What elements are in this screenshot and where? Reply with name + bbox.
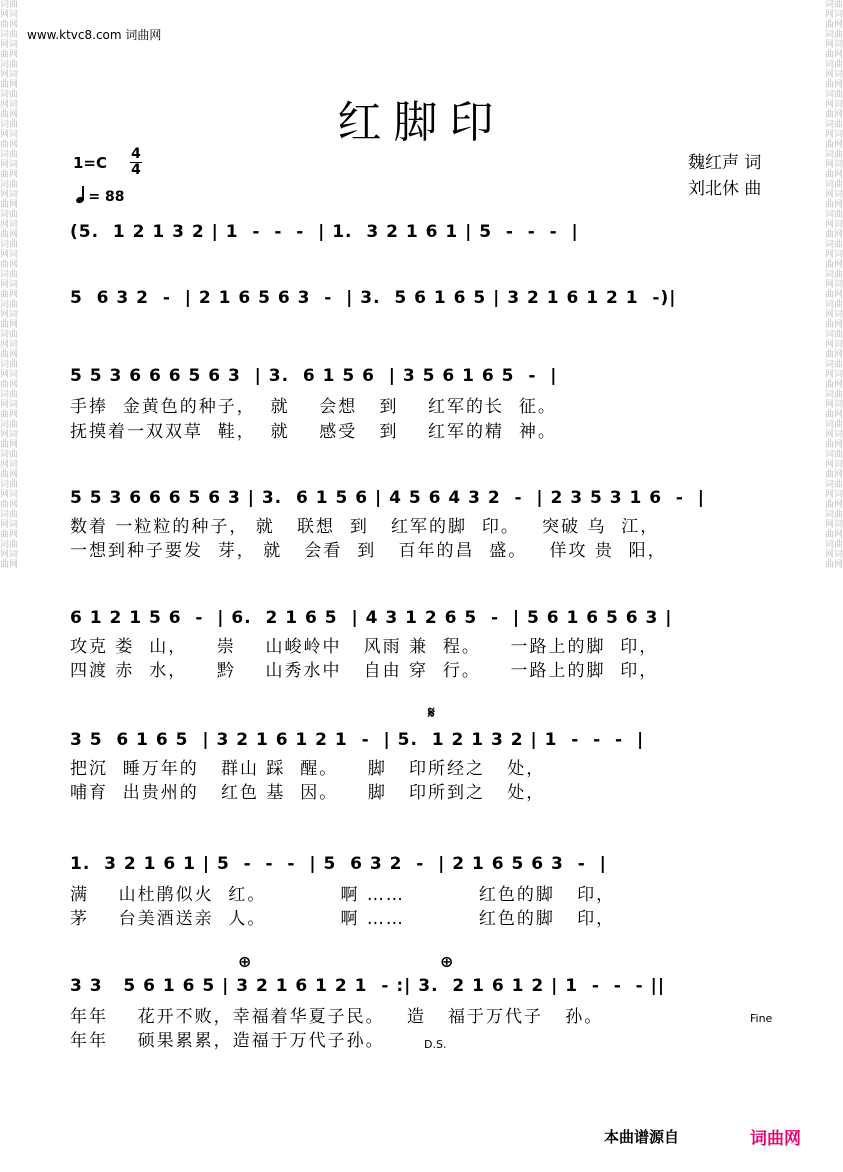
- time-signature: [130, 147, 142, 178]
- lyric-row-3-verse-2: 抚摸着一双双草 鞋， 就 感受 到 红军的精 神。: [70, 422, 557, 442]
- lyric-row-7-verse-2: 茅 台美酒送亲 人。 啊 …… 红色的脚 印，: [70, 909, 616, 929]
- lyric-row-8-verse-1: 年年 花开不败，幸福着华夏子民。 造 福于万代子 孙。: [70, 1007, 604, 1027]
- segno-sign: 𝄋: [428, 703, 435, 722]
- notation-row-8: 3 3 5 6 1 6 5 | 3 2 1 6 1 2 1 - :| 3. 2 1 6 1 2 | 1 - - - ||: [70, 976, 666, 996]
- lyric-row-6-verse-2: 哺育 出贵州的 红色 基 因。 脚 印所到之 处，: [70, 783, 546, 803]
- coda-sign-1: ⊕: [238, 952, 252, 971]
- notation-row-5: 6 1 2 1 5 6 - | 6. 2 1 6 5 | 4 3 1 2 6 5 - | 5 6 1 6 5 6 3 |: [70, 608, 673, 628]
- footer-source-text: 本曲谱源自: [604, 1128, 680, 1146]
- notation-row-7: 1. 3 2 1 6 1 | 5 - - - | 5 6 3 2 - | 2 1 6 5 6 3 - |: [70, 854, 607, 874]
- lyric-row-5-verse-1: 攻克 娄 山， 崇 山峻岭中 风雨 兼 程。 一路上的脚 印，: [70, 637, 659, 657]
- right-watermark-strip: [825, 0, 843, 1172]
- tempo-value: = 88: [88, 189, 125, 205]
- lyric-row-6-verse-1: 把沉 睡万年的 群山 踩 醒。 脚 印所经之 处，: [70, 759, 546, 779]
- time-bottom: 4: [131, 162, 141, 178]
- quarter-note-icon: [75, 196, 85, 204]
- site-url[interactable]: www.ktvc8.com 词曲网: [27, 28, 162, 42]
- lyric-row-5-verse-2: 四渡 赤 水， 黔 山秀水中 自由 穿 行。 一路上的脚 印，: [70, 661, 659, 681]
- lyric-row-3-verse-1: 手捧 金黄色的种子， 就 会想 到 红军的长 征。: [70, 397, 557, 417]
- left-watermark-text: 词曲网词曲网词曲网词曲网词曲网词曲网词曲网词曲网词曲网词曲网词曲网词曲网词曲网词曲网词曲网词曲网词曲网词曲网词曲网词曲网词曲网词曲网词曲网词曲网词曲网词曲网词曲网词曲网词曲网词曲网词曲网词曲网词曲网词曲网词曲网词曲网词曲网词曲网: [0, 0, 18, 570]
- lyricist: 魏红声 词: [688, 153, 762, 173]
- key-signature: 1=C: [73, 154, 108, 172]
- footer-brand-link[interactable]: 词曲网: [750, 1129, 801, 1149]
- notation-row-3: 5 5 3 6 6 6 5 6 3 | 3. 6 1 5 6 | 3 5 6 1 6 5 - |: [70, 366, 558, 386]
- left-watermark-strip: [0, 0, 18, 1172]
- ds-mark: D.S.: [424, 1038, 447, 1051]
- notation-row-6: 3 5 6 1 6 5 | 3 2 1 6 1 2 1 - | 5. 1 2 1 3 2 | 1 - - - |: [70, 730, 645, 750]
- notation-row-2: 5 6 3 2 - | 2 1 6 5 6 3 - | 3. 5 6 1 6 5 | 3 2 1 6 1 2 1 -)|: [70, 288, 677, 308]
- notation-row-4: 5 5 3 6 6 6 5 6 3 | 3. 6 1 5 6 | 4 5 6 4 3 2 - | 2 3 5 3 1 6 - |: [70, 488, 706, 508]
- fine-mark: Fine: [750, 1012, 773, 1025]
- lyric-row-8-verse-2: 年年 硕果累累，造福于万代子孙。: [70, 1031, 385, 1051]
- lyric-row-7-verse-1: 满 山杜鹃似火 红。 啊 …… 红色的脚 印，: [70, 885, 616, 905]
- notation-row-1: (5. 1 2 1 3 2 | 1 - - - | 1. 3 2 1 6 1 | 5 - - - |: [70, 222, 579, 242]
- song-title: 红脚印: [337, 97, 506, 148]
- composer: 刘北休 曲: [688, 179, 762, 199]
- lyric-row-4-verse-2: 一想到种子要发 芽， 就 会看 到 百年的昌 盛。 佯攻 贵 阳，: [70, 541, 667, 561]
- lyric-row-4-verse-1: 数着 一粒粒的种子， 就 联想 到 红军的脚 印。 突破 乌 江，: [70, 517, 660, 537]
- time-top: 4: [131, 146, 141, 162]
- tempo-mark: [76, 186, 124, 205]
- right-watermark-text: 词曲网词曲网词曲网词曲网词曲网词曲网词曲网词曲网词曲网词曲网词曲网词曲网词曲网词曲网词曲网词曲网词曲网词曲网词曲网词曲网词曲网词曲网词曲网词曲网词曲网词曲网词曲网词曲网词曲网词曲网词曲网词曲网词曲网词曲网词曲网词曲网词曲网词曲网: [825, 0, 843, 570]
- coda-sign-2: ⊕: [440, 952, 454, 971]
